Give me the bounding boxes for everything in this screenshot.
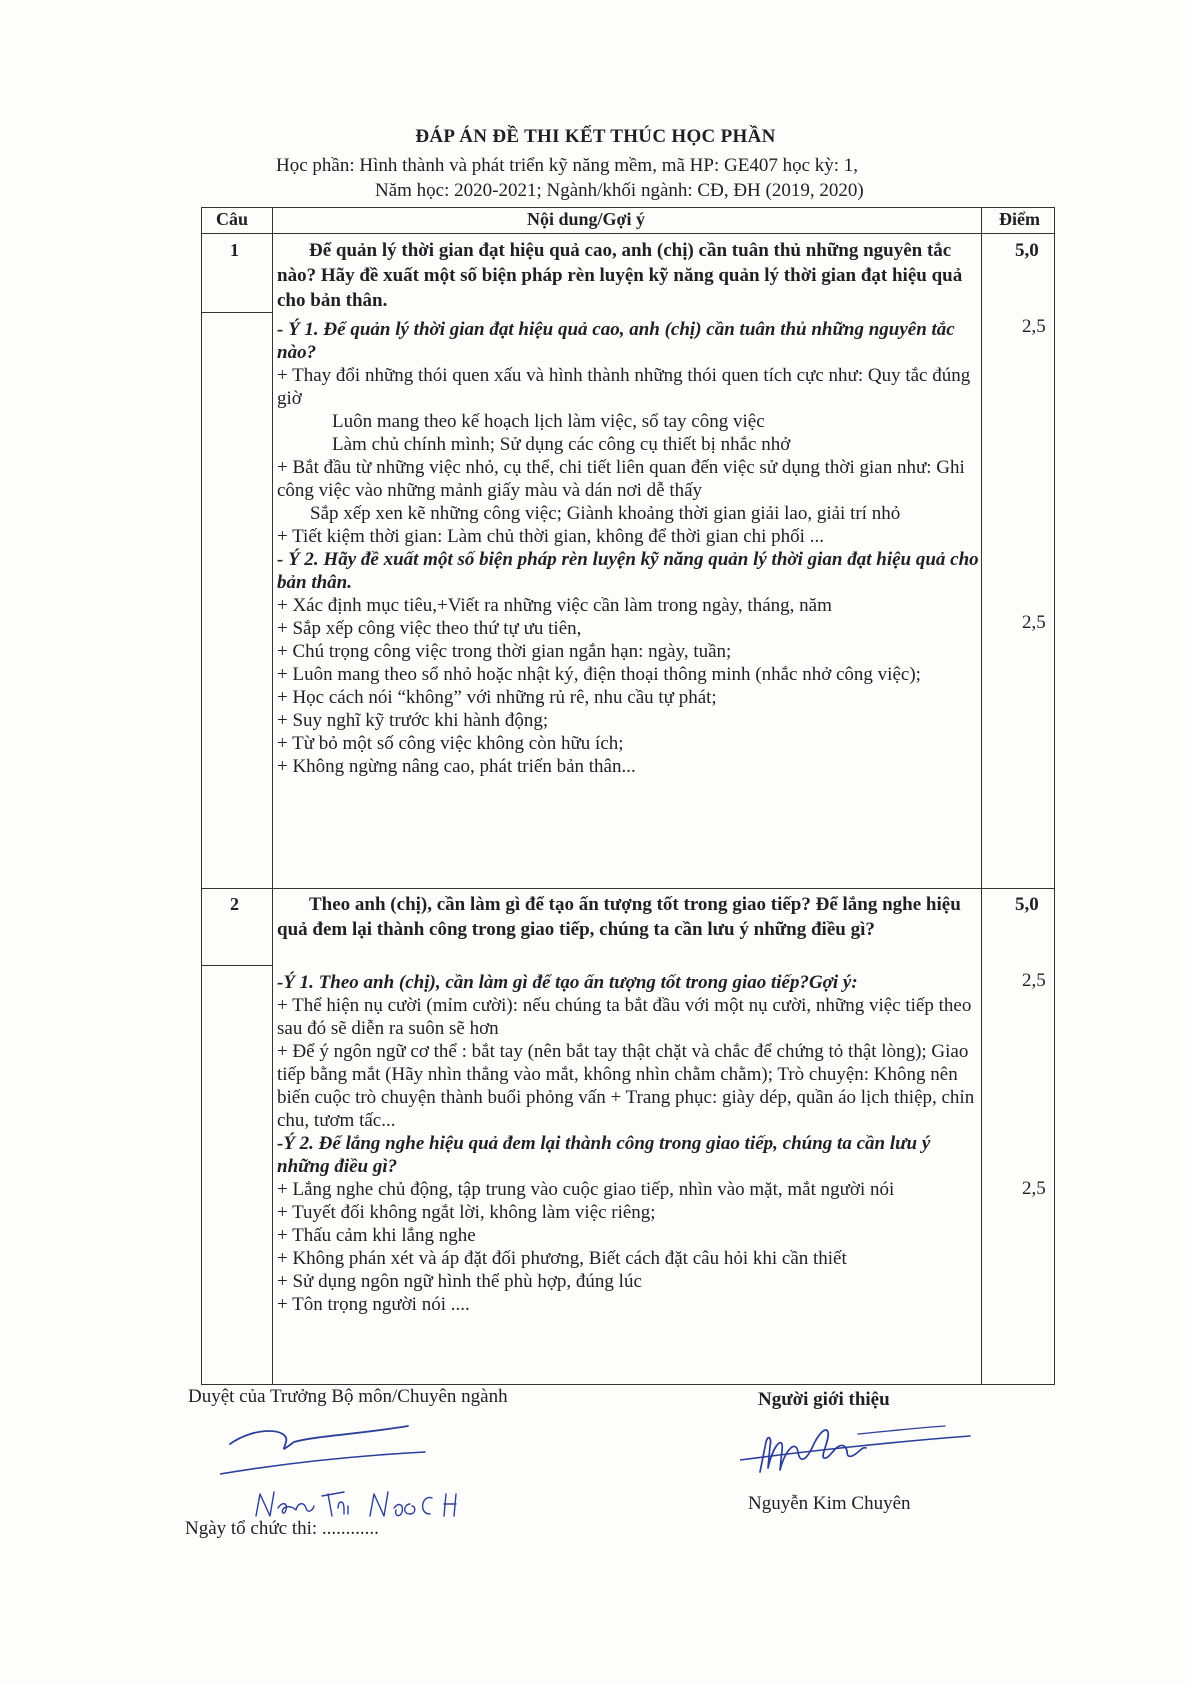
part-points: 2,5 [1022,316,1046,337]
row-divider [202,965,272,966]
answer-line: + Luôn mang theo sổ nhỏ hoặc nhật ký, điện thoại thông minh (nhắc nhở công việc); [277,664,921,685]
header-row-divider [202,233,1054,234]
question-text: Theo anh (chị), cần làm gì để tạo ấn tượng tốt trong giao tiếp? Để lắng nghe hiệu quả đem lại thành công trong giao tiếp, chúng ta cần lưu ý những điều gì? [277,894,961,940]
presenter-signature [740,1412,980,1492]
question-total-points: 5,0 [1015,894,1039,915]
answer-line: + Không phán xét và áp đặt đối phương, Biết cách đặt câu hỏi khi cần thiết [277,1248,847,1269]
question-2-answer [277,971,979,1316]
answer-line: + Sử dụng ngôn ngữ hình thể phù hợp, đúng lúc [277,1271,642,1292]
approver-signature [220,1412,460,1532]
answer-line: + Xác định mục tiêu,+Viết ra những việc cần làm trong ngày, tháng, năm [277,595,832,616]
answer-line: + Thấu cảm khi lắng nghe [277,1225,476,1246]
answer-line: + Học cách nói “không” với những rủ rê, nhu cầu tự phát; [277,687,717,708]
document-title: ĐÁP ÁN ĐỀ THI KẾT THÚC HỌC PHẦN [415,126,776,147]
row-divider [202,312,272,313]
answer-line: + Thay đổi những thói quen xấu và hình thành những thói quen tích cực như: Quy tắc đúng giờ [277,365,971,409]
question-1-answer [277,318,979,778]
answer-line: Sắp xếp xen kẽ những công việc; Giành khoảng thời gian giải lao, giải trí nhỏ [310,503,901,524]
part-heading: - Ý 2. Hãy đề xuất một số biện pháp rèn luyện kỹ năng quản lý thời gian đạt hiệu quả cho bản thân. [277,549,979,593]
presenter-label: Người giới thiệu [758,1389,890,1410]
handwritten-name [256,1492,456,1516]
part-points: 2,5 [1022,1178,1046,1199]
part-heading: -Ý 2. Để lắng nghe hiệu quả đem lại thành công trong giao tiếp, chúng ta cần lưu ý những điều gì? [277,1133,931,1177]
approval-label: Duyệt của Trưởng Bộ môn/Chuyên ngành [188,1386,508,1407]
answer-line: + Lắng nghe chủ động, tập trung vào cuộc giao tiếp, nhìn vào mặt, mắt người nói [277,1179,895,1200]
row-divider [202,888,1054,889]
answer-line: + Tôn trọng người nói .... [277,1294,470,1315]
answer-line: Luôn mang theo kế hoạch lịch làm việc, sổ tay công việc [332,411,765,432]
part-heading: -Ý 1. Theo anh (chị), cần làm gì để tạo ấn tượng tốt trong giao tiếp?Gợi ý: [277,972,858,993]
answer-line: + Tiết kiệm thời gian: Làm chủ thời gian, không để thời gian chi phối ... [277,526,824,547]
answer-line: + Thể hiện nụ cười (mỉm cười): nếu chúng ta bắt đầu với một nụ cười, những việc tiếp theo sau đó sẽ diễn ra suôn sẽ hơn [277,995,972,1039]
part-points: 2,5 [1022,970,1046,991]
course-info-line1: Học phần: Hình thành và phát triển kỹ năng mềm, mã HP: GE407 học kỳ: 1, [276,155,859,176]
question-2-text [277,892,979,942]
column-divider [981,208,982,1384]
question-total-points: 5,0 [1015,240,1039,261]
exam-date-label: Ngày tổ chức thi: ............ [185,1518,379,1539]
answer-line: + Bắt đầu từ những việc nhỏ, cụ thể, chi tiết liên quan đến việc sử dụng thời gian như: Ghi công việc vào những mảnh giấy màu và dán nơi dễ thấy [277,457,965,501]
part-heading: - Ý 1. Để quản lý thời gian đạt hiệu quả cao, anh (chị) cần tuân thủ những nguyên tắc nào? [277,319,955,363]
header-points: Điểm [999,209,1040,229]
header-question-number: Câu [216,209,249,229]
header-content: Nội dung/Gợi ý [527,209,646,229]
question-1-text [277,238,979,313]
course-info-line2: Năm học: 2020-2021; Ngành/khối ngành: CĐ, ĐH (2019, 2020) [375,180,864,201]
answer-table [201,207,1055,1385]
answer-line: + Để ý ngôn ngữ cơ thể : bắt tay (nên bắt tay thật chặt và chắc để chứng tỏ thật lòng); Giao tiếp bằng mắt (Hãy nhìn thẳng vào mắt, không nhìn chằm chằm); Trò chuyện: Không nên biến cuộc trò chuyện thành buổi phỏng vấn + Trang phục: giày dép, quần áo lịch thiệp, chỉn chu, tươm tấc... [277,1041,975,1131]
presenter-name: Nguyễn Kim Chuyên [748,1493,911,1514]
question-number: 2 [230,894,239,914]
answer-line: + Không ngừng nâng cao, phát triển bản thân... [277,756,636,777]
answer-line: Làm chủ chính mình; Sử dụng các công cụ thiết bị nhắc nhở [332,434,791,455]
question-text: Để quản lý thời gian đạt hiệu quả cao, anh (chị) cần tuân thủ những nguyên tắc nào? Hãy đề xuất một số biện pháp rèn luyện kỹ năng quản lý thời gian đạt hiệu quả cho bản thân. [277,240,963,311]
column-divider [272,208,273,1384]
answer-line: + Tuyết đối không ngắt lời, không làm việc riêng; [277,1202,656,1223]
answer-line: + Suy nghĩ kỹ trước khi hành động; [277,710,549,731]
part-points: 2,5 [1022,612,1046,633]
answer-line: + Từ bỏ một số công việc không còn hữu ích; [277,733,624,754]
question-number: 1 [230,240,239,260]
answer-line: + Sắp xếp công việc theo thứ tự ưu tiên, [277,618,582,639]
answer-line: + Chú trọng công việc trong thời gian ngắn hạn: ngày, tuần; [277,641,732,662]
